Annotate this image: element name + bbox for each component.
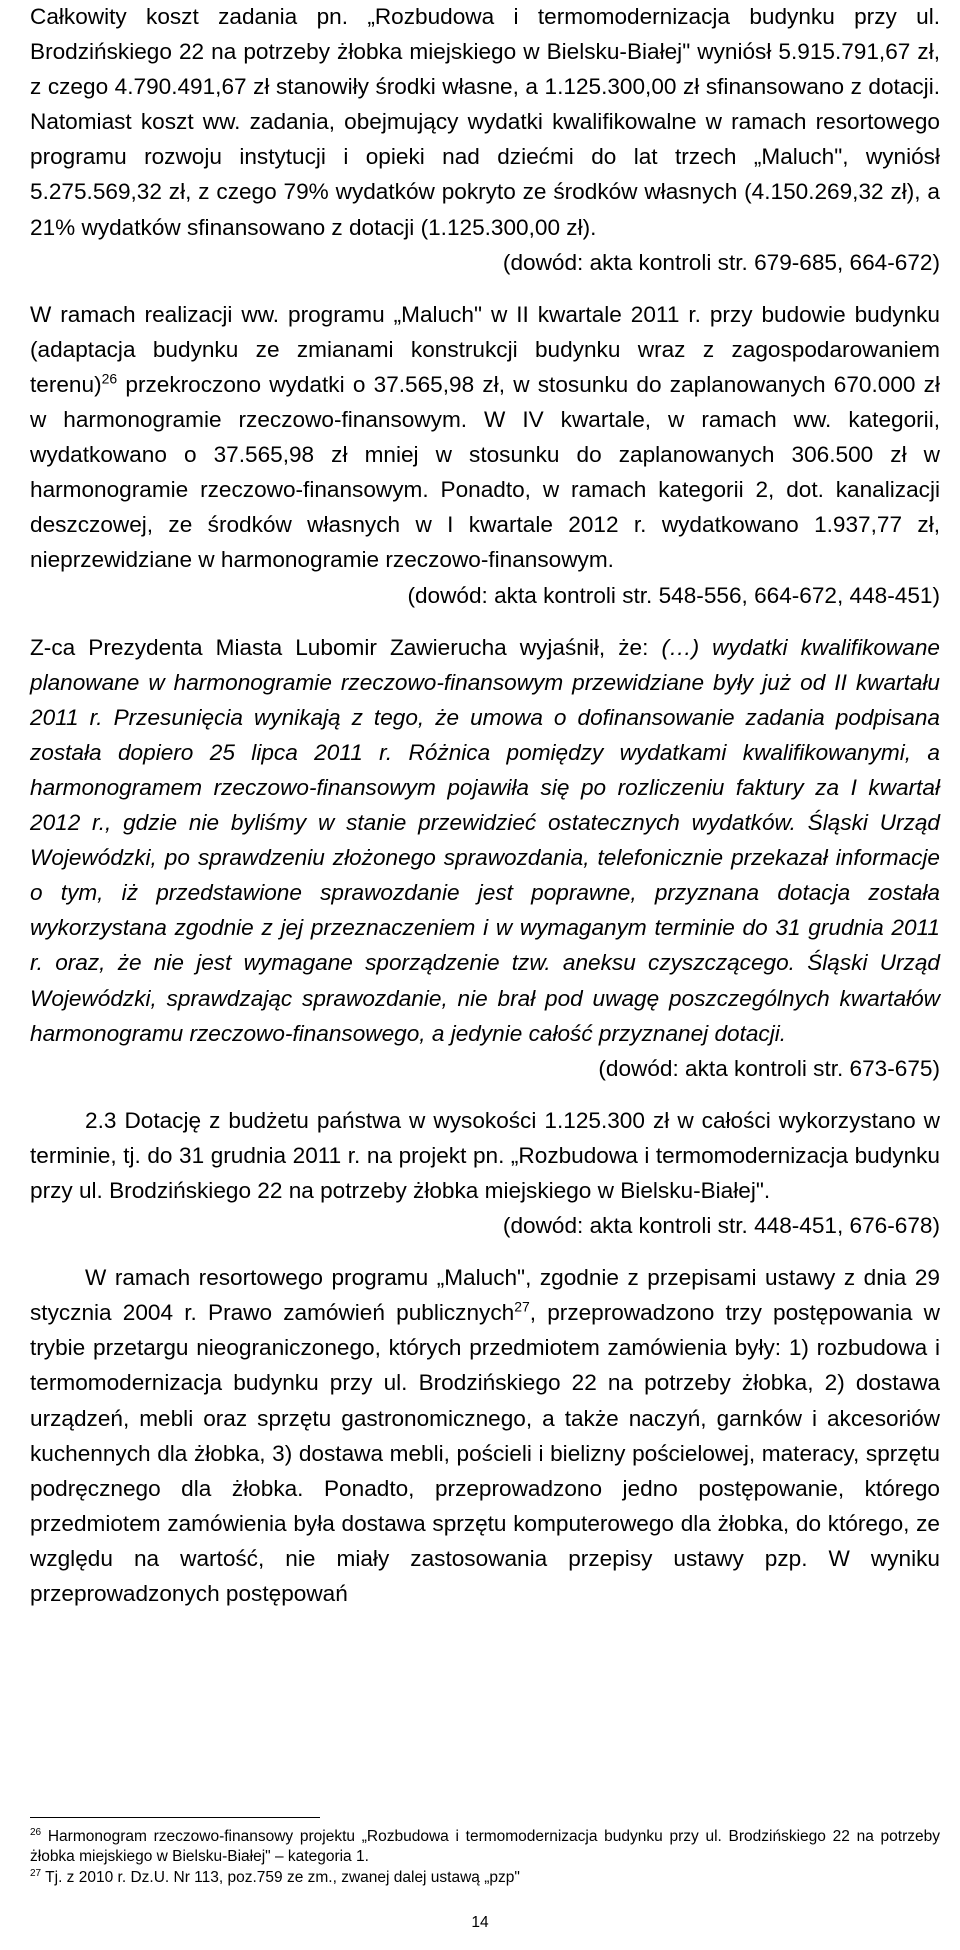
footnote-text: Harmonogram rzeczowo-finansowy projektu „Rozbudowa i termomodernizacja budynku przy ul. Brodzińskiego 22 na potrzeby żłobka miejskiego w Bielsku-Białej" – kategoria 1. xyxy=(30,1828,940,1865)
footnote-number: 26 xyxy=(30,1826,42,1838)
paragraph-text: Z-ca Prezydenta Miasta Lubomir Zawierucha wyjaśnił, że: xyxy=(30,634,662,660)
paragraph-grant-usage: 2.3 Dotację z budżetu państwa w wysokości 1.125.300 zł w całości wykorzystano w terminie, tj. do 31 grudnia 2011 r. na projekt pn. „Rozbudowa i termomodernizacja budynku przy ul. Brodzińskiego 22 na potrzeby żłobka miejskiego w Bielsku-Białej". xyxy=(30,1107,940,1203)
document-body xyxy=(30,0,940,1611)
footnote-ref-27[interactable]: 27 xyxy=(514,1298,530,1315)
paragraph-deputy-explanation xyxy=(30,630,940,1051)
paragraph-text: W ramach resortowego programu „Maluch", zgodnie z przepisami ustawy z dnia 29 stycznia 2004 r. Prawo zamówień publicznych xyxy=(30,1265,940,1326)
footnote-26 xyxy=(30,1827,940,1867)
paragraph-text: , przeprowadzono trzy postępowania w trybie przetargu nieograniczonego, których przedmiotem zamówienia były: 1) rozbudowa i termomodernizacja budynku przy ul. Brodzińskiego 22 na potrzeby żłobka, 2) dostawa urządzeń, mebli oraz sprzętu gastronomicznego, a także naczyń, garnków i akcesoriów kuchennych dla żłobka, 3) dostawa mebli, pościeli i bielizny pościelowej, materacy, sprzętu podręcznego dla żłobka. Ponadto, przeprowadzono jedno postępowanie, którego przedmiotem zamówienia była dostawa sprzętu komputerowego dla żłobka, do którego, ze względu na wartość, nie miały zastosowania przepisy ustawy pzp. W wyniku przeprowadzonych postępowań xyxy=(30,1300,940,1607)
footnote-27 xyxy=(30,1868,940,1888)
evidence-reference: (dowód: akta kontroli str. 548-556, 664-672, 448-451) xyxy=(407,582,940,608)
page-number: 14 xyxy=(471,1914,489,1931)
footnote-ref-26[interactable]: 26 xyxy=(101,370,118,387)
footnote-text: Tj. z 2010 r. Dz.U. Nr 113, poz.759 ze zm., zwanej dalej ustawą „pzp" xyxy=(41,1869,520,1886)
footnote-number: 27 xyxy=(30,1867,42,1879)
paragraph-quarterly-spending xyxy=(30,297,940,578)
footnote-separator xyxy=(30,1817,320,1818)
evidence-reference: (dowód: akta kontroli str. 448-451, 676-678) xyxy=(502,1213,940,1239)
paragraph-text: W ramach realizacji ww. programu „Maluch" w II kwartale 2011 r. przy budowie budynku (adaptacja budynku ze zmianami konstrukcji budynku wraz z zagospodarowaniem terenu) xyxy=(30,301,940,397)
paragraph-text: przekroczono wydatki o 37.565,98 zł, w stosunku do zaplanowanych 670.000 zł w harmonogramie rzeczowo-finansowym. W IV kwartale, w ramach ww. kategorii, wydatkowano o 37.565,98 zł mniej w stosunku do zaplanowanych 306.500 zł w harmonogramie rzeczowo-finansowym. Ponadto, w ramach kategorii 2, dot. kanalizacji deszczowej, ze środków własnych w I kwartale 2012 r. wydatkowano 1.937,77 zł, nieprzewidziane w harmonogramie rzeczowo-finansowym. xyxy=(30,371,940,573)
paragraph-cost-summary: Całkowity koszt zadania pn. „Rozbudowa i termomodernizacja budynku przy ul. Brodzińskiego 22 na potrzeby żłobka miejskiego w Bielsku-Białej" wyniósł 5.915.791,67 zł, z czego 4.790.491,67 zł stanowiły środki własne, a 1.125.300,00 zł sfinansowano z dotacji. Natomiast koszt ww. zadania, obejmujący wydatki kwalifikowalne w ramach resortowego programu rozwoju instytucji i opieki nad dziećmi do lat trzech „Maluch", wyniósł 5.275.569,32 zł, z czego 79% wydatków pokryto ze środków własnych (4.150.269,32 zł), a 21% wydatków sfinansowano z dotacji (1.125.300,00 zł). xyxy=(30,4,940,240)
evidence-reference: (dowód: akta kontroli str. 673-675) xyxy=(598,1055,940,1081)
explanation-quote: (…) wydatki kwalifikowane planowane w harmonogramie rzeczowo-finansowym przewidziane były już od II kwartału 2011 r. Przesunięcia wynikają z tego, że umowa o dofinansowanie zadania podpisana została dopiero 25 lipca 2011 r. Różnica pomiędzy wydatkami kwalifikowanymi, a harmonogramem rzeczowo-finansowym pojawiła się po rozliczeniu faktury za I kwartał 2012 r., gdzie nie byliśmy w stanie przewidzieć ostatecznych wydatków. Śląski Urząd Wojewódzki, po sprawdzeniu złożonego sprawozdania, telefonicznie przekazał informacje o tym, iż przedstawione sprawozdanie jest poprawne, przyznana dotacja została wykorzystana zgodnie z jej przeznaczeniem i w wymaganym terminie do 31 grudnia 2011 r. oraz, że nie jest wymagane sporządzenie tzw. aneksu czyszczącego. Śląski Urząd Wojewódzki, sprawdzając sprawozdanie, nie brał pod uwagę poszczególnych kwartałów harmonogramu rzeczowo-finansowego, a jedynie całość przyznanej dotacji. xyxy=(30,634,940,1046)
paragraph-procurement xyxy=(30,1260,940,1611)
evidence-reference: (dowód: akta kontroli str. 679-685, 664-672) xyxy=(502,249,940,275)
